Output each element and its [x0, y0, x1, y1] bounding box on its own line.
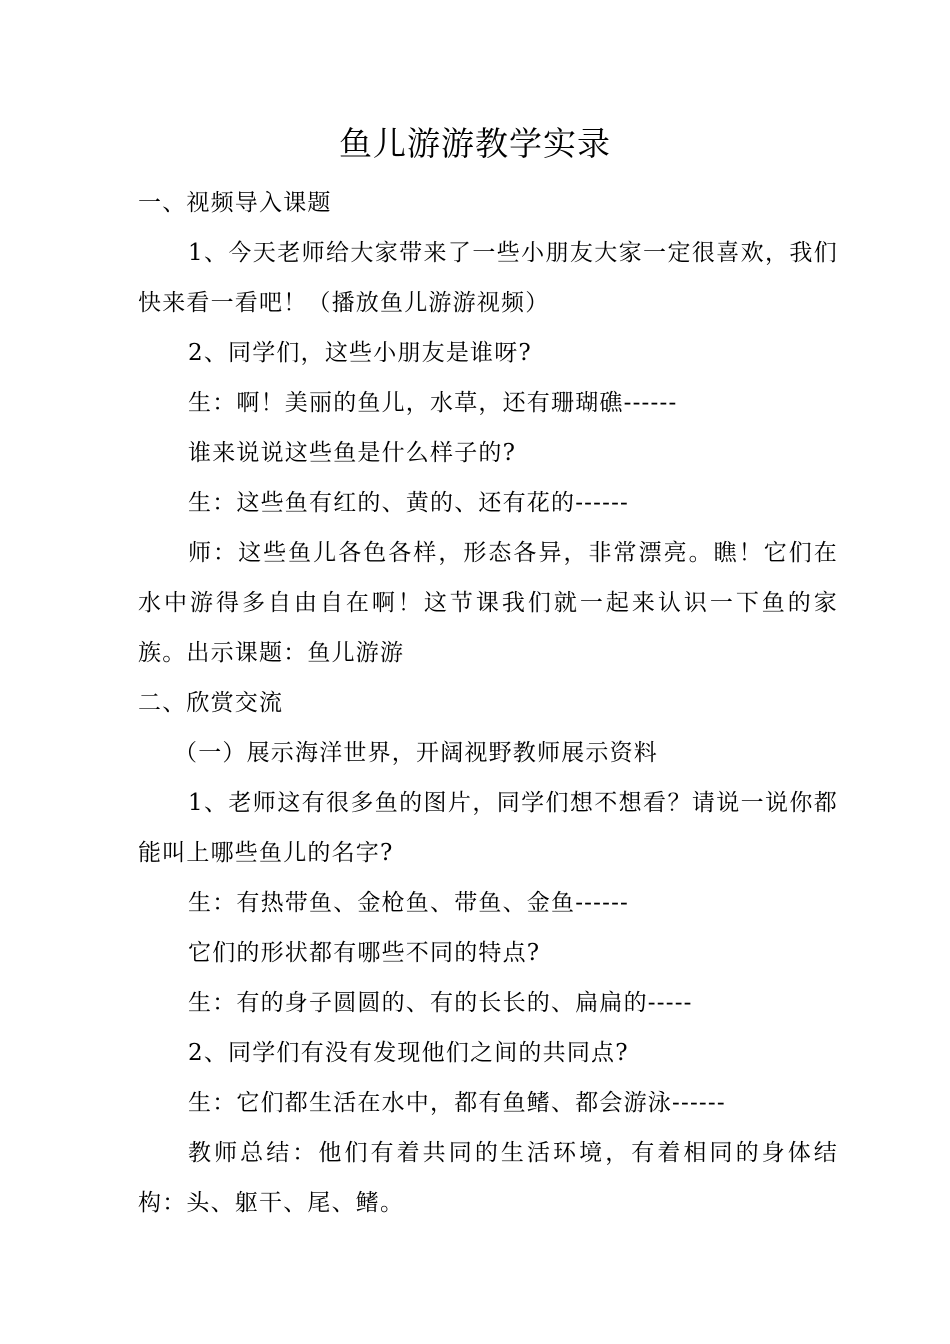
document-body: [138, 178, 838, 1228]
subsection-heading-1: （一）展示海洋世界，开阔视野教师展示资料: [174, 740, 658, 766]
paragraph-6: 师：这些鱼儿各色各样，形态各异，非常漂亮。瞧！它们在水中游得多自由自在啊！这节课我们就一起来认识一下鱼的家族。出示课题：鱼儿游游: [138, 540, 838, 666]
paragraph-5: 生：这些鱼有红的、黄的、还有花的------: [188, 490, 630, 516]
paragraph-11: 2、同学们有没有发现他们之间的共同点?: [188, 1040, 629, 1066]
paragraph-4: 谁来说说这些鱼是什么样子的?: [188, 440, 517, 466]
paragraph-2: 2、同学们，这些小朋友是谁呀?: [188, 340, 532, 366]
paragraph-3: 生：啊！美丽的鱼儿，水草，还有珊瑚礁------: [188, 390, 678, 416]
paragraph-9: 它们的形状都有哪些不同的特点?: [188, 940, 541, 966]
document-title: 鱼儿游游教学实录: [339, 124, 611, 163]
paragraph-13: 教师总结：他们有着共同的生活环境，有着相同的身体结构：头、躯干、尾、鳍。: [138, 1140, 838, 1216]
paragraph-7: 1、老师这有很多鱼的图片，同学们想不想看？请说一说你都能叫上哪些鱼儿的名字?: [138, 790, 838, 866]
paragraph-10: 生：有的身子圆圆的、有的长长的、扁扁的-----: [188, 990, 693, 1016]
paragraph-12: 生：它们都生活在水中，都有鱼鳍、都会游泳------: [188, 1090, 726, 1116]
paragraph-8: 生：有热带鱼、金枪鱼、带鱼、金鱼------: [188, 890, 630, 916]
section-heading-2: 二、欣赏交流: [138, 690, 284, 716]
section-heading-1: 一、视频导入课题: [138, 190, 332, 216]
paragraph-1: 1、今天老师给大家带来了一些小朋友大家一定很喜欢，我们快来看一看吧！（播放鱼儿游游视频）: [138, 240, 838, 316]
